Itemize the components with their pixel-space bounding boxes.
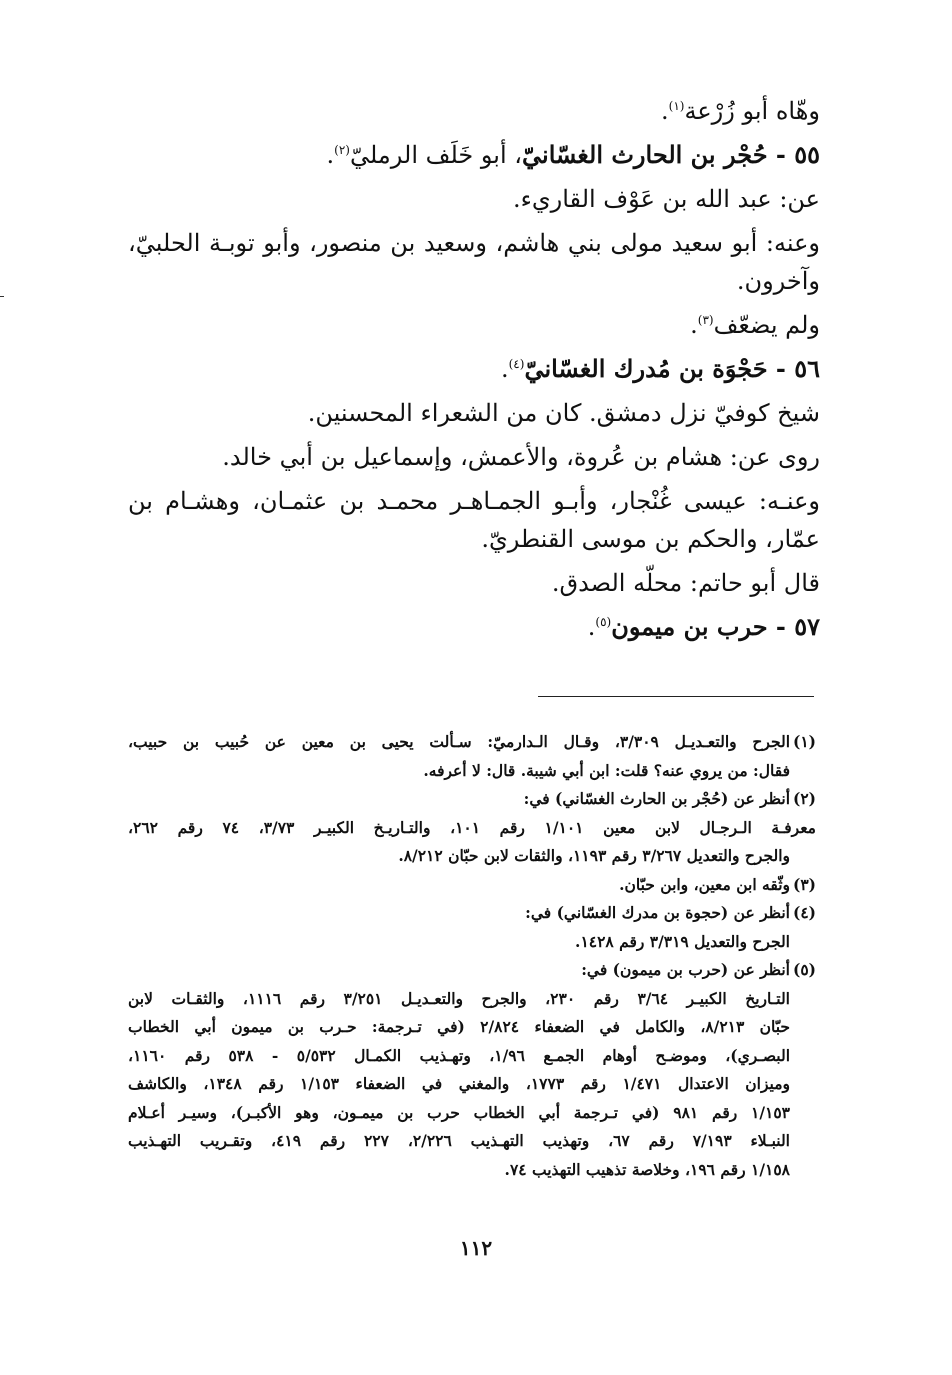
footnote-line: الجرح والتعديل ٣/٣١٩ رقم ١٤٢٨. [575, 931, 790, 951]
footnote-line: وميزان الاعتدال ١/٤٧١ رقم ١٧٧٣، والمغني في الضعفاء ١/١٥٣ رقم ١٣٤٨، والكاشف [128, 1074, 791, 1093]
text-line-narrators-to: وعنه: أبو سعيد مولى بني هاشم، وسعيد بن منصور، وأبو توبـة الحلبيّ، وآخرون. [128, 229, 820, 295]
footnote-separator [538, 696, 814, 697]
text-line-abu-hatim: قال أبو حاتم: محلّه الصدق. [551, 569, 820, 597]
footnote-line: فقال: من يروي عنه؟ قلت: ابن أبي شيبة. قال: لا أعرفه. [423, 760, 790, 780]
footnote-line: (١)الجرح والتعـديـل ٣/٣٠٩، وقـال الـدارميّ: سـألت يحيى بن معين عن حُبيب بن حبيب، [128, 728, 816, 757]
entry-57-number: ٥٧ - [767, 612, 820, 641]
footnote-line: (٥)أنظر عن (حرب بن ميمون) في: [128, 956, 816, 985]
footnote-ref-5[interactable]: (٥) [595, 615, 612, 629]
entry-56-heading: ٥٦ - حَجْوَة بن مُدرك الغسّانيّ$^{(٤)}$. [500, 354, 820, 383]
footnote-number: (٤) [792, 903, 816, 922]
main-text [128, 92, 820, 652]
footnote-ref-1[interactable]: (١) [668, 99, 685, 113]
footnote-line: التـاريخ الكبيـر ٣/٦٤ رقم ٢٣٠، والجرح والتعـديـل ٣/٢٥١ رقم ١١١٦، والثقـات لابن [128, 988, 790, 1008]
footnote-number: (٥) [792, 960, 816, 979]
footnote-line: والجرح والتعديل ٣/٢٦٧ رقم ١١٩٣، والثقات لابن حبّان ٨/٢١٢. [398, 846, 790, 865]
text-line-weakness: ولم يضعّف$^{(٣)}$. [690, 311, 820, 339]
footnote-line: (٣)وثّقه ابن معين، وابن حبّان. [128, 871, 816, 900]
text-line-description: شيخ كوفيّ نزل دمشق. كان من الشعراء المحسنين. [307, 399, 820, 427]
entry-55-heading: ٥٥ - حُجْر بن الحارث الغسّانيّ، أبو خَلَف الرمليّ$^{(٢)}$. [326, 140, 820, 169]
footnote-number: (٣) [792, 874, 816, 894]
entry-55-number: ٥٥ - [767, 140, 820, 169]
entry-56-name: حَجْوَة بن مُدرك الغسّانيّ [524, 354, 768, 383]
text-line-narrated-from: روى عن: هشام بن عُروة، والأعمش، وإسماعيل بن أبي خالد. [222, 443, 820, 471]
footnote-number: (٢) [792, 789, 816, 808]
text-line-narrators-from: عن: عبد الله بن عَوْف القاريء. [512, 185, 820, 213]
entry-57-heading: ٥٧ - حرب بن ميمون$^{(٥)}$. [587, 612, 820, 641]
footnote-line: البصـري)، وموضـح أوهام الجمـع ١/٩٦، وتهـذيب الكمـال ٥/٥٣٢ - ٥٣٨ رقم ١١٦٠، [128, 1045, 790, 1065]
footnote-ref-3[interactable]: (٣) [697, 313, 714, 327]
entry-57-name: حرب بن ميمون [611, 612, 768, 641]
footnote-line: معرفـة الـرجـال لابن معين ١/١٠١ رقم ١٠١، والتـاريـخ الكبيـر ٣/٧٣، ٧٤ رقم ٢٦٢، [128, 817, 816, 837]
entry-56-number: ٥٦ - [767, 354, 820, 383]
footnote-number: (١) [793, 732, 816, 751]
footnotes [128, 728, 816, 1184]
footnote-ref-4[interactable]: (٤) [508, 357, 525, 371]
margin-mark [0, 296, 4, 297]
footnote-line: حبّان ٨/٢١٣، والكامل في الضعفاء ٢/٨٢٤ (في تـرجمة: حـرب بن ميمون أبي الخطاب [128, 1017, 791, 1036]
entry-55-name: حُجْر بن الحارث الغسّانيّ [522, 140, 768, 169]
footnote-line: (٤)أنظر عن (حجوة بن مدرك الغسّاني) في: [128, 899, 816, 928]
footnote-line: النبـلاء ٧/١٩٣ رقم ٦٧، وتهذيب التهـذيب ٢/٢٢٦، ٢٢٧ رقم ٤١٩، وتقـريب التهـذيب [128, 1131, 790, 1150]
page-number: ١١٢ [459, 1236, 493, 1260]
text-line-narrated-by: وعنـه: عيسى غُنْجار، وأبـو الجمـاهـر محمـد بن عثمـان، وهشـام بن عمّار، والحكم بن موسى القنطريّ. [128, 487, 820, 553]
footnote-ref-2[interactable]: (٢) [334, 143, 350, 157]
footnote-line: ١/١٥٨ رقم ١٩٦، وخلاصة تذهيب التهذيب ٧٤. [504, 1159, 790, 1179]
footnote-line: (٢)أنظر عن (حُجْر بن الحارث الغسّاني) في: [128, 785, 816, 814]
text-line-1: وهّاه أبو زُرْعة$^{(١)}$. [661, 97, 820, 125]
footnote-line: ١/١٥٣ رقم ٩٨١ (في تـرجمة أبي الخطاب حرب بن ميمـون، وهو الأكبـر)، وسيـر أعـلام [128, 1102, 790, 1122]
